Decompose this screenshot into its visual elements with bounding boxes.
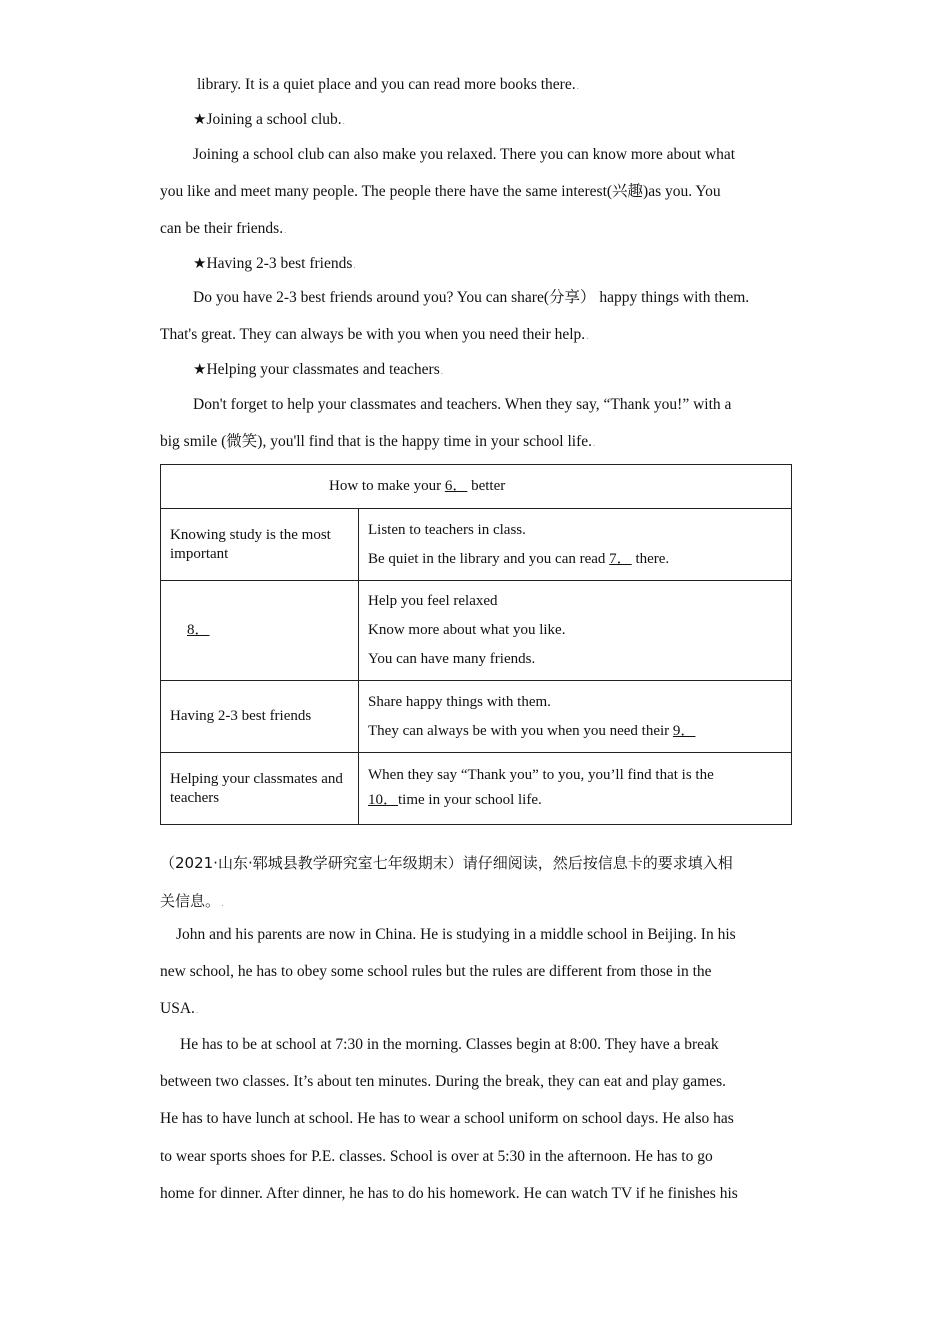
table-row xyxy=(161,753,792,825)
source-line: 关信息。. xyxy=(160,892,224,910)
table-row xyxy=(161,681,792,753)
info-card-table xyxy=(160,464,792,825)
row-label: Having 2-3 best friends xyxy=(161,681,359,753)
row-content: Listen to teachers in class. Be quiet in the library and you can read 7． there. xyxy=(359,509,792,581)
blank-6[interactable]: 6． xyxy=(444,478,468,494)
blank-7[interactable]: 7． xyxy=(609,550,632,567)
blank-10[interactable]: 10． xyxy=(368,791,399,808)
passage-line: Don't forget to help your classmates and teachers. When they say, “Thank you!” with a xyxy=(193,396,732,413)
passage-line: can be their friends.. xyxy=(160,220,287,237)
row-label: Helping your classmates and teachers xyxy=(161,753,359,825)
passage-line: Joining a school club can also make you relaxed. There you can know more about what xyxy=(193,146,736,163)
passage-line: USA.. xyxy=(160,1000,199,1017)
heading-help: ★Helping your classmates and teachers. xyxy=(193,361,443,378)
passage-line: library. It is a quiet place and you can read more books there.. xyxy=(197,76,579,93)
passage-line: to wear sports shoes for P.E. classes. School is over at 5:30 in the afternoon. He has to go xyxy=(160,1148,713,1165)
row-label xyxy=(161,581,359,681)
source-line: （2021·山东·郓城县教学研究室七年级期末）请仔细阅读，然后按信息卡的要求填入相 xyxy=(160,854,733,872)
passage-line: you like and meet many people. The people there have the same interest(兴趣)as you. You xyxy=(160,183,721,200)
row-content: Help you feel relaxed Know more about what you like. You can have many friends. xyxy=(359,581,792,681)
passage-line: home for dinner. After dinner, he has to do his homework. He can watch TV if he finishes his xyxy=(160,1185,738,1202)
blank-9[interactable]: 9． xyxy=(672,722,696,739)
star-icon: ★ xyxy=(193,256,207,272)
table-row xyxy=(161,581,792,681)
passage-line: big smile (微笑), you'll find that is the happy time in your school life.. xyxy=(160,433,596,450)
table-row xyxy=(161,465,792,509)
row-content: Share happy things with them. They can always be with you when you need their 9． xyxy=(359,681,792,753)
card-title: How to make your 6． better xyxy=(161,465,792,509)
passage-line: He has to have lunch at school. He has to wear a school uniform on school days. He also has xyxy=(160,1110,734,1127)
passage-line: John and his parents are now in China. He is studying in a middle school in Beijing. In his xyxy=(176,926,736,943)
passage-line: That's great. They can always be with you when you need their help.. xyxy=(160,326,589,343)
star-icon: ★ xyxy=(193,112,207,128)
heading-friends: ★Having 2-3 best friends. xyxy=(193,255,356,272)
blank-8[interactable]: 8． xyxy=(187,622,210,638)
passage-line: Do you have 2-3 best friends around you? You can share(分享） happy things with them. xyxy=(193,289,750,306)
star-icon: ★ xyxy=(193,362,207,378)
passage-line: between two classes. It’s about ten minutes. During the break, they can eat and play games. xyxy=(160,1073,727,1090)
row-label: Knowing study is the most important xyxy=(161,509,359,581)
row-content: When they say “Thank you” to you, you’ll find that is the 10．time in your school life. xyxy=(359,753,792,825)
heading-club: ★Joining a school club.. xyxy=(193,111,345,128)
passage-line: new school, he has to obey some school rules but the rules are different from those in the xyxy=(160,963,712,980)
passage-line: He has to be at school at 7:30 in the morning. Classes begin at 8:00. They have a break xyxy=(180,1036,719,1053)
table-row xyxy=(161,509,792,581)
